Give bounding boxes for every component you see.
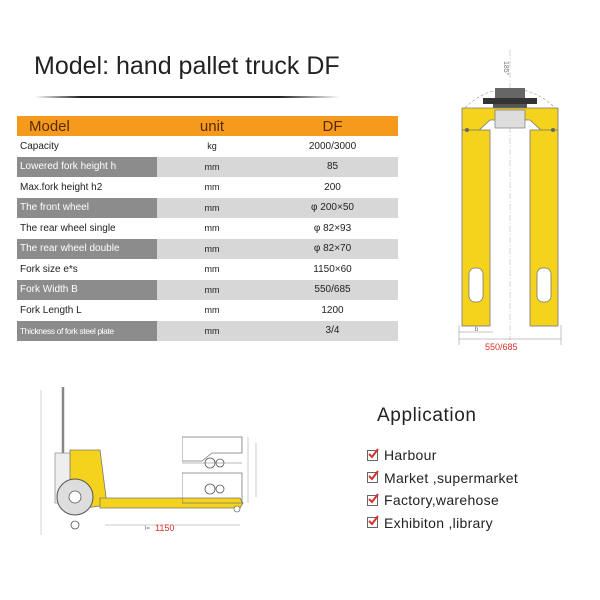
- application-item: [367, 444, 518, 467]
- spec-cell: Fork size e*s: [17, 259, 157, 280]
- spec-table-row: [17, 259, 398, 280]
- spec-cell: mm: [157, 177, 307, 198]
- spec-cell: Capacity: [17, 136, 157, 157]
- spec-table-row: [17, 198, 398, 219]
- angle-label: 185°: [502, 61, 509, 76]
- spec-cell: Fork Length L: [17, 300, 157, 321]
- spec-table-row: [17, 239, 398, 260]
- spec-cell: 1150×60: [307, 259, 398, 280]
- spec-cell: Thickness of fork steel plate: [17, 321, 157, 342]
- spec-cell: 1200: [307, 300, 398, 321]
- spec-cell: mm: [157, 321, 307, 342]
- application-item-label: Exhibiton ,library: [384, 514, 493, 531]
- spec-cell: φ 82×70: [307, 239, 398, 260]
- spec-cell: φ 82×93: [307, 218, 398, 239]
- spec-cell: The rear wheel single: [17, 218, 157, 239]
- spec-table-row: [17, 136, 398, 157]
- application-title: Application: [377, 405, 477, 426]
- spec-header-cell: Model: [17, 116, 157, 136]
- spec-cell: The rear wheel double: [17, 239, 157, 260]
- spec-cell: kg: [157, 136, 307, 157]
- spec-cell: 85: [307, 157, 398, 178]
- spec-cell: mm: [157, 239, 307, 260]
- spec-cell: mm: [157, 300, 307, 321]
- spec-cell: mm: [157, 259, 307, 280]
- application-list: [367, 444, 518, 534]
- spec-cell: Fork Width B: [17, 280, 157, 301]
- checkmark-icon: [367, 517, 378, 528]
- spec-cell: φ 200×50: [307, 198, 398, 219]
- checkmark-icon: [367, 495, 378, 506]
- application-item-label: Harbour: [384, 447, 437, 464]
- spec-header-cell: unit: [157, 116, 307, 136]
- application-item-label: Market ,supermarket: [384, 469, 519, 486]
- spec-cell: mm: [157, 157, 307, 178]
- spec-table-header: [17, 116, 398, 136]
- spec-cell: 550/685: [307, 280, 398, 301]
- spec-cell: The front wheel: [17, 198, 157, 219]
- b-label: b: [475, 327, 479, 333]
- spec-table-row: [17, 157, 398, 178]
- spec-cell: mm: [157, 198, 307, 219]
- page-title: Model: hand pallet truck DF: [34, 52, 340, 80]
- spec-cell: Max.fork height h2: [17, 177, 157, 198]
- length-label: 1150: [155, 523, 175, 533]
- application-item: [367, 467, 518, 490]
- application-item: [367, 489, 518, 512]
- spec-table: [17, 116, 398, 341]
- spec-cell: mm: [157, 218, 307, 239]
- spec-table-row: [17, 177, 398, 198]
- checkmark-icon: [367, 472, 378, 483]
- application-item-label: Factory,warehose: [384, 492, 500, 509]
- spec-table-row: [17, 218, 398, 239]
- spec-table-row: [17, 280, 398, 301]
- spec-cell: 2000/3000: [307, 136, 398, 157]
- spec-cell: 200: [307, 177, 398, 198]
- l-label: l=: [145, 526, 150, 532]
- top-view-drawing: [445, 50, 575, 360]
- spec-cell: Lowered fork height h: [17, 157, 157, 178]
- spec-header-cell: DF: [307, 116, 398, 136]
- application-item: [367, 512, 518, 535]
- checkmark-icon: [367, 450, 378, 461]
- fork-detail-drawing: [182, 433, 272, 523]
- spec-cell: 3/4: [307, 321, 398, 342]
- width-label: 550/685: [485, 342, 518, 352]
- spec-cell: mm: [157, 280, 307, 301]
- title-underline: [35, 96, 340, 98]
- spec-table-row: [17, 300, 398, 321]
- spec-table-row: [17, 321, 398, 342]
